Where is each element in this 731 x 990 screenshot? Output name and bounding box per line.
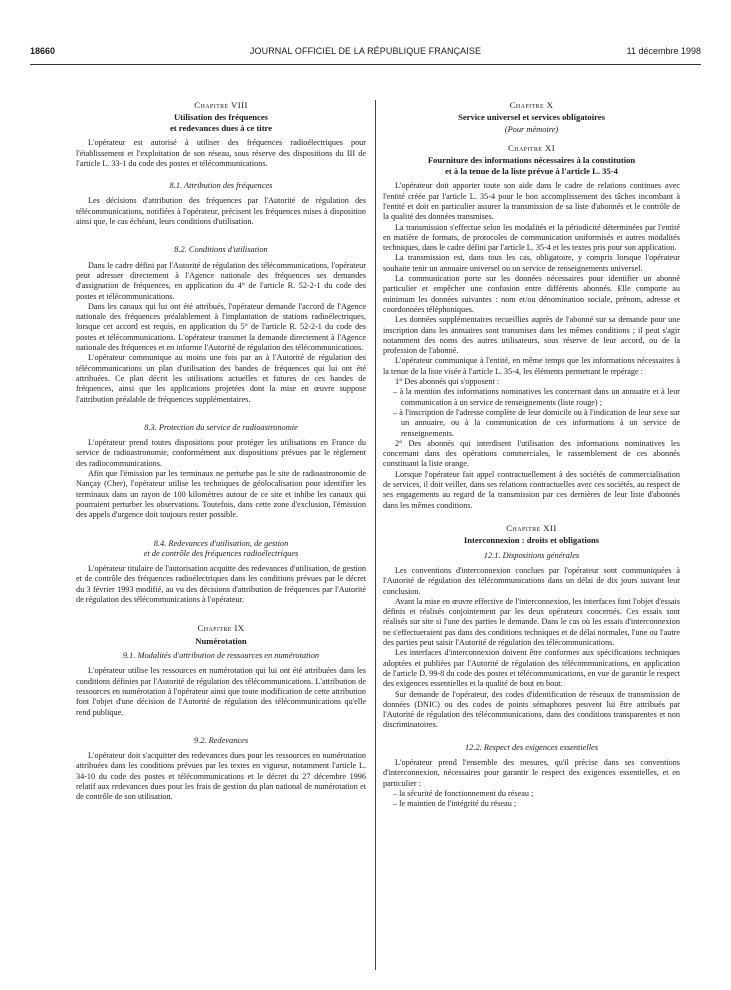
paragraph: Avant la mise en œuvre effective de l'interconnexion, les interfaces font l'objet d'essais définis et réalisés conjointement par les deux opérateurs concernés. Ces essais sont réalisés sur site si l'une des parties le demande. Dans le cas où les essais d'interconnexion ne s'effectueraient pas dans des conditions techniques et de délai normales, l'une ou l'autre des parties peut saisir l'Autorité de régulation des télécommunications. <box>383 596 680 648</box>
paragraph: L'opérateur prend l'ensemble des mesures, qu'il précise dans ses conventions d'interconnexion, nécessaires pour garantir le respect des exigences essentielles, et en particulier : <box>383 758 680 788</box>
opposition-list <box>383 387 680 438</box>
paragraph: 2° Des abonnés qui interdisent l'utilisation des informations nominatives les concernant dans des opérations commerciales, le rassemblement de ces abonnés constituant la liste orange. <box>383 438 680 469</box>
column-divider <box>375 100 376 970</box>
section-9-2-title: 9.2. Redevances <box>193 735 249 745</box>
page-number: 18660 <box>30 46 56 56</box>
issue-date: 11 décembre 1998 <box>626 46 701 56</box>
chapter-10-title: Service universel et services obligatoires <box>458 112 605 123</box>
chapter-8-intro: L'opérateur est autorisé à utiliser des fréquences radioélectriques pour l'établissement et l'exploitation de son réseau, sous réserve des dispositions du III de l'article L. 33-1 du code des postes et télécommunications. <box>76 138 366 168</box>
chapter-11-title: Fourniture des informations nécessaires à la constitution et à la tenue de la liste prévue à l'article L. 35-4 <box>427 155 636 176</box>
paragraph: La communication porte sur les données nécessaires pour identifier un abonné particulier et empêcher une confusion entre différents abonnés. Elle comporte au minimum les données suivantes : nom et/ou dénomination sociale, prénom, adresse et coordonnées téléphoniques. <box>383 274 680 314</box>
page-header <box>30 46 701 62</box>
section-12-2-title: 12.2. Respect des exigences essentielles <box>464 742 599 752</box>
right-column <box>383 100 680 810</box>
section-8-1-title: 8.1. Attribution des fréquences <box>169 181 273 191</box>
header-rule <box>30 64 701 65</box>
journal-title: JOURNAL OFFICIEL DE LA RÉPUBLIQUE FRANÇAISE <box>249 46 482 56</box>
paragraph: L'opérateur utilise les ressources en numérotation qui lui ont été attribuées dans les conditions définies par l'Autorité de régulation des télécommunications. L'attribution de ressources en numérotation à l'opérateur ainsi que toute modification de cette attribution font l'objet d'une décision de l'Autorité de régulation des télécommunications qu'elle rend publique. <box>76 666 366 717</box>
paragraph: L'opérateur doit apporter toute son aide dans le cadre de relations continues avec l'entité créée par l'article L. 35-4 pour le bon accomplissement des tâches incombant à l'entité et doit en particulier assurer la transmission de sa liste d'abonnés et le contrôle de la qualité des données transmises. <box>383 181 680 222</box>
paragraph: Les données supplémentaires recueillies auprès de l'abonné sur sa demande pour une inscription dans les annuaires sont transmises dans les mêmes conditions ; il peut s'agir notamment des noms des autres utilisateurs, sous réserve de leur accord, ou de la profession de l'abonné. <box>383 315 680 356</box>
chapter-12-label: Chapitre XII <box>506 522 557 533</box>
paragraph: 1° Des abonnés qui s'opposent : <box>395 377 500 387</box>
section-8-3-title: 8.3. Protection du service de radioastronomie <box>144 422 298 432</box>
paragraph: Afin que l'émission par les terminaux ne perturbe pas le site de radioastronomie de Nançay (Cher), l'opérateur utilise les techniques de géolocalisation pour identifier les terminaux dans un rayon de 100 kilomètres autour de ce site et inhibe les canaux qui pourraient perturber les observations. Toutefois, dans cette zone d'exclusion, l'émission des appels d'urgence doit toujours rester possible. <box>76 469 366 520</box>
paragraph: Les décisions d'attribution des fréquences par l'Autorité de régulation des télécommunications, notifiées à l'opérateur, précisent les fréquences mises à disposition ainsi que, le cas échéant, leurs conditions d'utilisation. <box>76 196 366 227</box>
paragraph: Dans le cadre défini par l'Autorité de régulation des télécommunications, l'opérateur peut adresser directement à l'Agence nationale des fréquences ses demandes d'assignation de fréquences, en application du 4° de l'article R. 52-2-1 du code des postes et télécommunications. <box>76 260 366 301</box>
section-8-4-title: 8.4. Redevances d'utilisation, de gestion et de contrôle des fréquences radioélectriques <box>143 538 299 558</box>
list-item: – la sécurité de fonctionnement du réseau ; <box>383 789 680 799</box>
section-9-1-title: 9.1. Modalités d'attribution de ressources en numérotation <box>122 651 320 661</box>
chapter-10-subtitle: (Pour mémoire) <box>504 124 559 134</box>
paragraph: L'opérateur titulaire de l'autorisation acquitte des redevances d'utilisation, de gestion et de contrôle des fréquences radioélectriques dans les conditions prévues par le décret du 3 février 1993 modifié, au vu des décisions d'attribution de fréquences par l'Autorité de régulation des télécommunications à l'opérateur. <box>76 564 366 604</box>
paragraph: Les conventions d'interconnexion conclues par l'opérateur sont communiquées à l'Autorité de régulation des télécommunications dans un délai de dix jours suivant leur conclusion. <box>383 565 680 596</box>
requirements-list <box>383 789 680 810</box>
paragraph: Lorsque l'opérateur fait appel contractuellement à des sociétés de commercialisation de services, il doit veiller, dans ses relations contractuelles avec ces sociétés, au respect de ses engagements au regard de la transmission par ces dernières de leur liste d'abonnés dans les mêmes conditions. <box>383 469 680 510</box>
chapter-11-label: Chapitre XI <box>507 143 556 154</box>
chapter-9-label: Chapitre IX <box>197 623 245 634</box>
paragraph: Dans les canaux qui lui ont été attribués, l'opérateur demande l'accord de l'Agence nationale des fréquences préalablement à l'implantation de stations radioélectriques, lorsque cet accord est requis, en application du 5° de l'article R. 52-2-1 du code des postes et télécommunications. L'opérateur transmet la demande directement à l'Agence nationale des fréquences et en informe l'Autorité de régulation des télécommunications. <box>76 301 366 353</box>
left-column <box>76 100 366 803</box>
paragraph: L'opérateur communique à l'entité, en même temps que les informations nécessaires à la tenue de la liste visée à l'article L. 35-4, les éléments permettant le repérage : <box>383 356 680 376</box>
paragraph: Sur demande de l'opérateur, des codes d'identification de réseaux de transmission de données (DNIC) ou des codes de points sémaphores peuvent lui être attribués par l'Autorité de régulation des télécommunications, dans des conditions transparentes et non discriminatoires. <box>383 689 680 730</box>
paragraph: L'opérateur prend toutes dispositions pour protéger les utilisations en France du service de radioastronomie, conformément aux dispositions prévues par le règlement des radiocommunications. <box>76 438 366 468</box>
chapter-9-title: Numérotation <box>195 635 247 646</box>
chapter-8-label: Chapitre VIII <box>194 100 248 110</box>
list-item: – à la mention des informations nominatives les concernant dans un annuaire et à leur communication à un service de renseignements (liste rouge) ; <box>383 387 680 408</box>
paragraph: L'opérateur communique au moins une fois par an à l'Autorité de régulation des télécommunications un plan d'utilisation des bandes de fréquences qui lui ont été attribuées. Ce plan décrit les utilisations actuelles et futures de ces bandes de fréquences, ainsi que les applications projetées dont la mise en œuvre suppose l'attribution préalable de fréquences supplémentaires. <box>76 353 366 404</box>
chapter-10-label: Chapitre X <box>509 100 554 110</box>
chapter-12-title: Interconnexion : droits et obligations <box>463 535 600 546</box>
paragraph: La transmission s'effectue selon les modalités et la périodicité déterminées par l'entité en matière de formats, de protocoles de communication uniformisés et autres modalités techniques, dans le cadre défini par l'article L. 35-4 et les textes pris pour son application. <box>383 222 680 253</box>
list-item: – à l'inscription de l'adresse complète de leur domicile ou à l'indication de leur sexe sur un annuaire, ou à la communication de ces informations à un service de renseignements. <box>383 408 680 439</box>
section-12-1-title: 12.1. Dispositions générales <box>483 550 580 560</box>
section-8-2-title: 8.2. Conditions d'utilisation <box>174 245 268 255</box>
paragraph: Les interfaces d'interconnexion doivent être conformes aux spécifications techniques adoptées et publiées par l'Autorité de régulation des télécommunications, en application de l'article D. 99-8 du code des postes et télécommunications, en vue de garantir le respect des exigences essentielles et la qualité de bout en bout. <box>383 648 680 689</box>
chapter-8-title: Utilisation des fréquences et redevances dues à ce titre <box>169 112 273 133</box>
paragraph: La transmission est, dans tous les cas, obligatoire, y compris lorsque l'opérateur souhaite tenir un annuaire universel ou un service de renseignements universel. <box>383 253 680 273</box>
list-item: – le maintien de l'intégrité du réseau ; <box>383 799 680 809</box>
paragraph: L'opérateur doit s'acquitter des redevances dues pour les ressources en numérotation attribuées dans les conditions prévues par les textes en vigueur, notamment l'article L. 34-10 du code des postes et télécommunications et le décret du 27 décembre 1996 relatif aux redevances dues pour les frais de gestion du plan national de numérotation et de contrôle de son utilisation. <box>76 751 366 802</box>
